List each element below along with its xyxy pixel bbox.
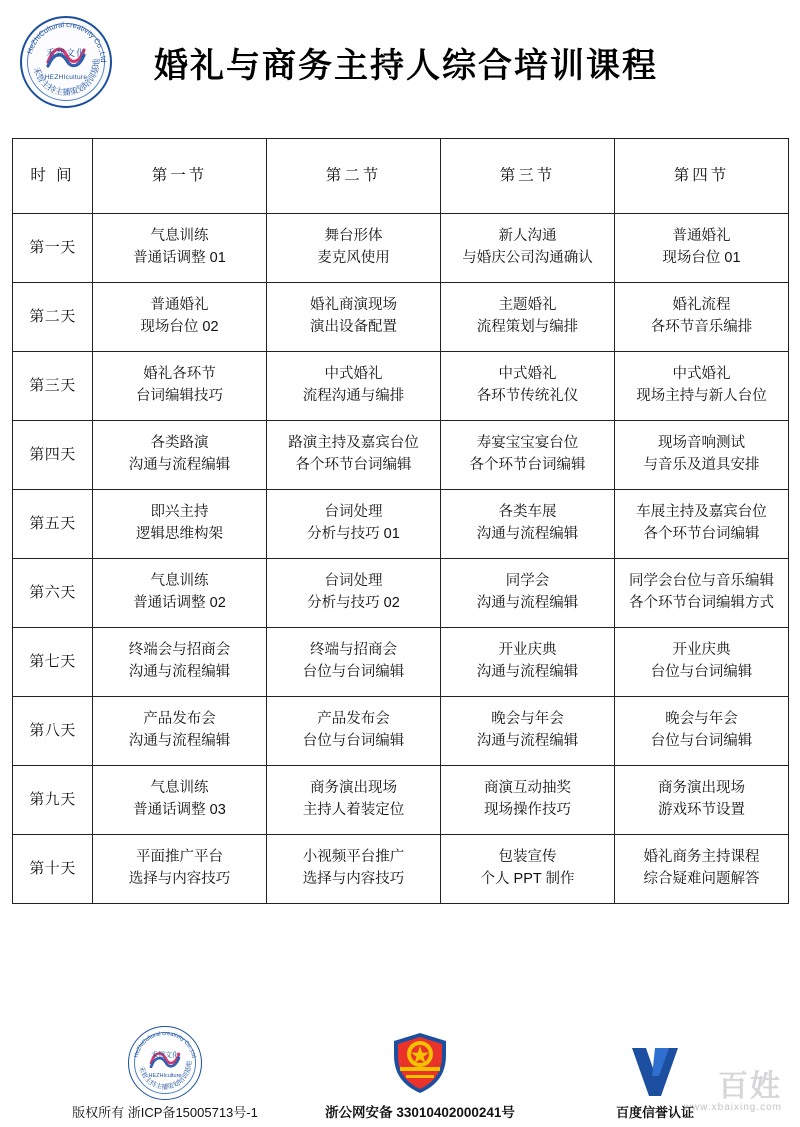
session-cell-line: 同学会台位与音乐编辑 bbox=[629, 573, 774, 590]
session-cell-line: 开业庆典 bbox=[672, 642, 731, 659]
day-label-cell: 第四天 bbox=[13, 421, 93, 490]
session-cell bbox=[441, 628, 615, 697]
day-label-cell: 第六天 bbox=[13, 559, 93, 628]
session-cell-line: 沟通与流程编辑 bbox=[476, 733, 579, 749]
session-cell-line: 综合疑难问题解答 bbox=[643, 871, 760, 887]
session-cell-line: 婚礼流程 bbox=[672, 297, 731, 314]
footer-seal-cn-name: 禾智文化 bbox=[151, 1052, 179, 1059]
session-cell-line: 麦克风使用 bbox=[317, 250, 390, 266]
session-cell-line: 逻辑思维构架 bbox=[136, 526, 223, 542]
session-cell-line: 产品发布会 bbox=[143, 711, 216, 728]
session-cell-line: 沟通与流程编辑 bbox=[128, 664, 231, 680]
session-cell-line: 舞台形体 bbox=[324, 228, 383, 245]
session-cell-line: 选择与内容技巧 bbox=[128, 871, 231, 887]
title-block bbox=[126, 38, 800, 87]
column-header-section-3: 第三节 bbox=[441, 139, 615, 214]
session-cell bbox=[615, 559, 789, 628]
session-cell bbox=[441, 283, 615, 352]
column-header-section-2: 第二节 bbox=[267, 139, 441, 214]
session-cell-line: 中式婚礼 bbox=[498, 366, 557, 383]
session-cell bbox=[267, 559, 441, 628]
session-cell-line: 现场操作技巧 bbox=[484, 802, 571, 818]
session-cell-line: 气息训练 bbox=[150, 780, 209, 797]
session-cell-line: 气息训练 bbox=[150, 228, 209, 245]
session-cell-line: 流程沟通与编排 bbox=[302, 388, 405, 404]
seal-cn-name: 禾智文化 bbox=[45, 48, 86, 58]
session-cell-line: 台词处理 bbox=[324, 573, 383, 590]
day-label-cell: 第二天 bbox=[13, 283, 93, 352]
session-cell-line: 台位与台词编辑 bbox=[650, 733, 753, 749]
session-cell bbox=[93, 628, 267, 697]
page-title: 婚礼与商务主持人综合培训课程 bbox=[154, 45, 658, 86]
svg-text:禾智主持主播策划培训基地: 禾智主持主播策划培训基地 bbox=[31, 58, 102, 98]
column-header-time: 时 间 bbox=[13, 139, 93, 214]
day-label-cell: 第七天 bbox=[13, 628, 93, 697]
session-cell bbox=[267, 628, 441, 697]
session-cell bbox=[441, 835, 615, 904]
session-cell bbox=[615, 421, 789, 490]
session-cell-line: 各类路演 bbox=[150, 435, 209, 452]
session-cell-line: 台词编辑技巧 bbox=[136, 388, 223, 404]
session-cell-line: 新人沟通 bbox=[498, 228, 557, 245]
session-cell-line: 包装宣传 bbox=[498, 849, 557, 866]
session-cell bbox=[615, 283, 789, 352]
session-cell bbox=[93, 421, 267, 490]
session-cell-line: 路演主持及嘉宾台位 bbox=[288, 435, 419, 452]
session-cell-line: 婚礼商务主持课程 bbox=[643, 849, 760, 866]
session-cell-line: 主持人着装定位 bbox=[302, 802, 405, 818]
session-cell-line: 各个环节台词编辑方式 bbox=[629, 595, 774, 611]
footer-middle-block bbox=[295, 1023, 545, 1121]
session-cell-line: 台位与台词编辑 bbox=[650, 664, 753, 680]
session-cell bbox=[267, 697, 441, 766]
session-cell-line: 各个环节台词编辑 bbox=[643, 526, 760, 542]
company-seal-icon bbox=[20, 16, 116, 108]
session-cell bbox=[93, 697, 267, 766]
police-badge-icon bbox=[382, 1023, 458, 1099]
session-cell-line: 沟通与流程编辑 bbox=[128, 457, 231, 473]
session-cell bbox=[267, 766, 441, 835]
day-label-cell: 第十天 bbox=[13, 835, 93, 904]
table-row bbox=[13, 628, 789, 697]
watermark-title: 百姓 bbox=[718, 1070, 782, 1103]
session-cell bbox=[93, 352, 267, 421]
session-cell-line: 游戏环节设置 bbox=[658, 802, 745, 818]
session-cell-line: 小视频平台推广 bbox=[302, 849, 405, 866]
session-cell-line: 车展主持及嘉宾台位 bbox=[636, 504, 767, 521]
session-cell-line: 沟通与流程编辑 bbox=[128, 733, 231, 749]
session-cell bbox=[267, 421, 441, 490]
table-row bbox=[13, 835, 789, 904]
session-cell bbox=[267, 214, 441, 283]
session-cell-line: 现场台位 01 bbox=[662, 250, 741, 266]
document-footer bbox=[0, 1009, 800, 1127]
table-row bbox=[13, 352, 789, 421]
table-row bbox=[13, 283, 789, 352]
session-cell bbox=[267, 835, 441, 904]
session-cell bbox=[615, 628, 789, 697]
session-cell-line: 普通话调整 03 bbox=[133, 802, 226, 818]
session-cell-line: 演出设备配置 bbox=[310, 319, 397, 335]
session-cell bbox=[615, 697, 789, 766]
session-cell-line: 现场音响测试 bbox=[658, 435, 745, 452]
session-cell bbox=[615, 352, 789, 421]
session-cell-line: 个人 PPT 制作 bbox=[480, 871, 575, 887]
session-cell-line: 各环节音乐编排 bbox=[650, 319, 753, 335]
session-cell-line: 同学会 bbox=[505, 573, 550, 590]
session-cell bbox=[441, 421, 615, 490]
table-body bbox=[13, 214, 789, 904]
day-label-cell: 第八天 bbox=[13, 697, 93, 766]
session-cell-line: 各类车展 bbox=[498, 504, 557, 521]
session-cell-line: 终端会与招商会 bbox=[128, 642, 231, 659]
session-cell-line: 各环节传统礼仪 bbox=[476, 388, 579, 404]
session-cell bbox=[615, 214, 789, 283]
session-cell bbox=[441, 697, 615, 766]
table-header-row bbox=[13, 139, 789, 214]
session-cell-line: 开业庆典 bbox=[498, 642, 557, 659]
session-cell-line: 现场台位 02 bbox=[140, 319, 219, 335]
session-cell-line: 沟通与流程编辑 bbox=[476, 526, 579, 542]
svg-text:HeZhiCultural creativity Co.,L: HeZhiCultural creativity Co.,Ltd bbox=[133, 1030, 197, 1059]
icp-license-text: 版权所有 浙ICP备15005713号-1 bbox=[72, 1105, 258, 1120]
session-cell bbox=[93, 835, 267, 904]
table-row bbox=[13, 766, 789, 835]
session-cell-line: 婚礼商演现场 bbox=[310, 297, 397, 314]
seal-en-name: HEZHIculture bbox=[44, 74, 88, 81]
session-cell bbox=[267, 283, 441, 352]
session-cell-line: 普通婚礼 bbox=[672, 228, 731, 245]
session-cell-line: 产品发布会 bbox=[317, 711, 390, 728]
schedule-table bbox=[12, 138, 789, 904]
table-row bbox=[13, 490, 789, 559]
table-row bbox=[13, 697, 789, 766]
session-cell-line: 晚会与年会 bbox=[491, 711, 564, 728]
session-cell bbox=[93, 214, 267, 283]
session-cell-line: 气息训练 bbox=[150, 573, 209, 590]
session-cell-line: 各个环节台词编辑 bbox=[469, 457, 586, 473]
session-cell-line: 即兴主持 bbox=[150, 504, 209, 521]
session-cell-line: 台位与台词编辑 bbox=[302, 733, 405, 749]
svg-text:禾智主持主播策划培训基地: 禾智主持主播策划培训基地 bbox=[137, 1060, 194, 1092]
session-cell-line: 台词处理 bbox=[324, 504, 383, 521]
session-cell bbox=[441, 490, 615, 559]
footer-seal-en-name: HEZHIculture bbox=[148, 1073, 182, 1079]
session-cell-line: 分析与技巧 02 bbox=[307, 595, 400, 611]
session-cell-line: 晚会与年会 bbox=[665, 711, 738, 728]
table-header bbox=[13, 139, 789, 214]
session-cell-line: 各个环节台词编辑 bbox=[295, 457, 412, 473]
session-cell-line: 主题婚礼 bbox=[498, 297, 557, 314]
day-label-cell: 第五天 bbox=[13, 490, 93, 559]
footer-left-block bbox=[40, 1026, 290, 1121]
session-cell-line: 中式婚礼 bbox=[672, 366, 731, 383]
session-cell bbox=[267, 352, 441, 421]
session-cell-line: 与婚庆公司沟通确认 bbox=[462, 250, 593, 266]
session-cell bbox=[615, 766, 789, 835]
session-cell-line: 商务演出现场 bbox=[658, 780, 745, 797]
session-cell-line: 平面推广平台 bbox=[136, 849, 223, 866]
session-cell bbox=[615, 490, 789, 559]
session-cell bbox=[615, 835, 789, 904]
session-cell bbox=[441, 766, 615, 835]
column-header-section-1: 第一节 bbox=[93, 139, 267, 214]
svg-text:HeZhiCultural creativity Co.,L: HeZhiCultural creativity Co.,Ltd bbox=[25, 19, 109, 63]
session-cell bbox=[93, 283, 267, 352]
session-cell-line: 商务演出现场 bbox=[310, 780, 397, 797]
session-cell-line: 普通话调整 01 bbox=[133, 250, 226, 266]
session-cell bbox=[267, 490, 441, 559]
session-cell bbox=[93, 559, 267, 628]
company-logo bbox=[14, 14, 126, 110]
footer-company-seal-icon bbox=[128, 1026, 202, 1100]
footer-right-block bbox=[550, 1044, 760, 1121]
column-header-section-4: 第四节 bbox=[615, 139, 789, 214]
session-cell-line: 沟通与流程编辑 bbox=[476, 595, 579, 611]
session-cell-line: 终端与招商会 bbox=[310, 642, 397, 659]
watermark-url: www.xbaixing.com bbox=[683, 1102, 782, 1113]
session-cell-line: 普通话调整 02 bbox=[133, 595, 226, 611]
session-cell-line: 寿宴宝宝宴台位 bbox=[476, 435, 579, 452]
session-cell-line: 分析与技巧 01 bbox=[307, 526, 400, 542]
session-cell-line: 中式婚礼 bbox=[324, 366, 383, 383]
session-cell-line: 流程策划与编排 bbox=[476, 319, 579, 335]
day-label-cell: 第三天 bbox=[13, 352, 93, 421]
baidu-credibility-text: 百度信誉认证 bbox=[615, 1105, 694, 1120]
session-cell bbox=[441, 214, 615, 283]
session-cell-line: 普通婚礼 bbox=[150, 297, 209, 314]
session-cell bbox=[441, 559, 615, 628]
session-cell bbox=[93, 766, 267, 835]
session-cell-line: 与音乐及道具安排 bbox=[643, 457, 760, 473]
session-cell-line: 台位与台词编辑 bbox=[302, 664, 405, 680]
day-label-cell: 第九天 bbox=[13, 766, 93, 835]
document-header bbox=[0, 0, 800, 110]
session-cell bbox=[441, 352, 615, 421]
session-cell-line: 婚礼各环节 bbox=[143, 366, 216, 383]
table-row bbox=[13, 559, 789, 628]
session-cell-line: 商演互动抽奖 bbox=[484, 780, 571, 797]
baidu-credibility-icon bbox=[612, 1044, 698, 1100]
table-row bbox=[13, 421, 789, 490]
day-label-cell: 第一天 bbox=[13, 214, 93, 283]
session-cell-line: 选择与内容技巧 bbox=[302, 871, 405, 887]
table-row bbox=[13, 214, 789, 283]
schedule-table-wrapper bbox=[12, 138, 788, 904]
public-security-record-text: 浙公网安备 33010402000241号 bbox=[325, 1105, 515, 1120]
session-cell-line: 现场主持与新人台位 bbox=[636, 388, 767, 404]
session-cell-line: 沟通与流程编辑 bbox=[476, 664, 579, 680]
session-cell bbox=[93, 490, 267, 559]
